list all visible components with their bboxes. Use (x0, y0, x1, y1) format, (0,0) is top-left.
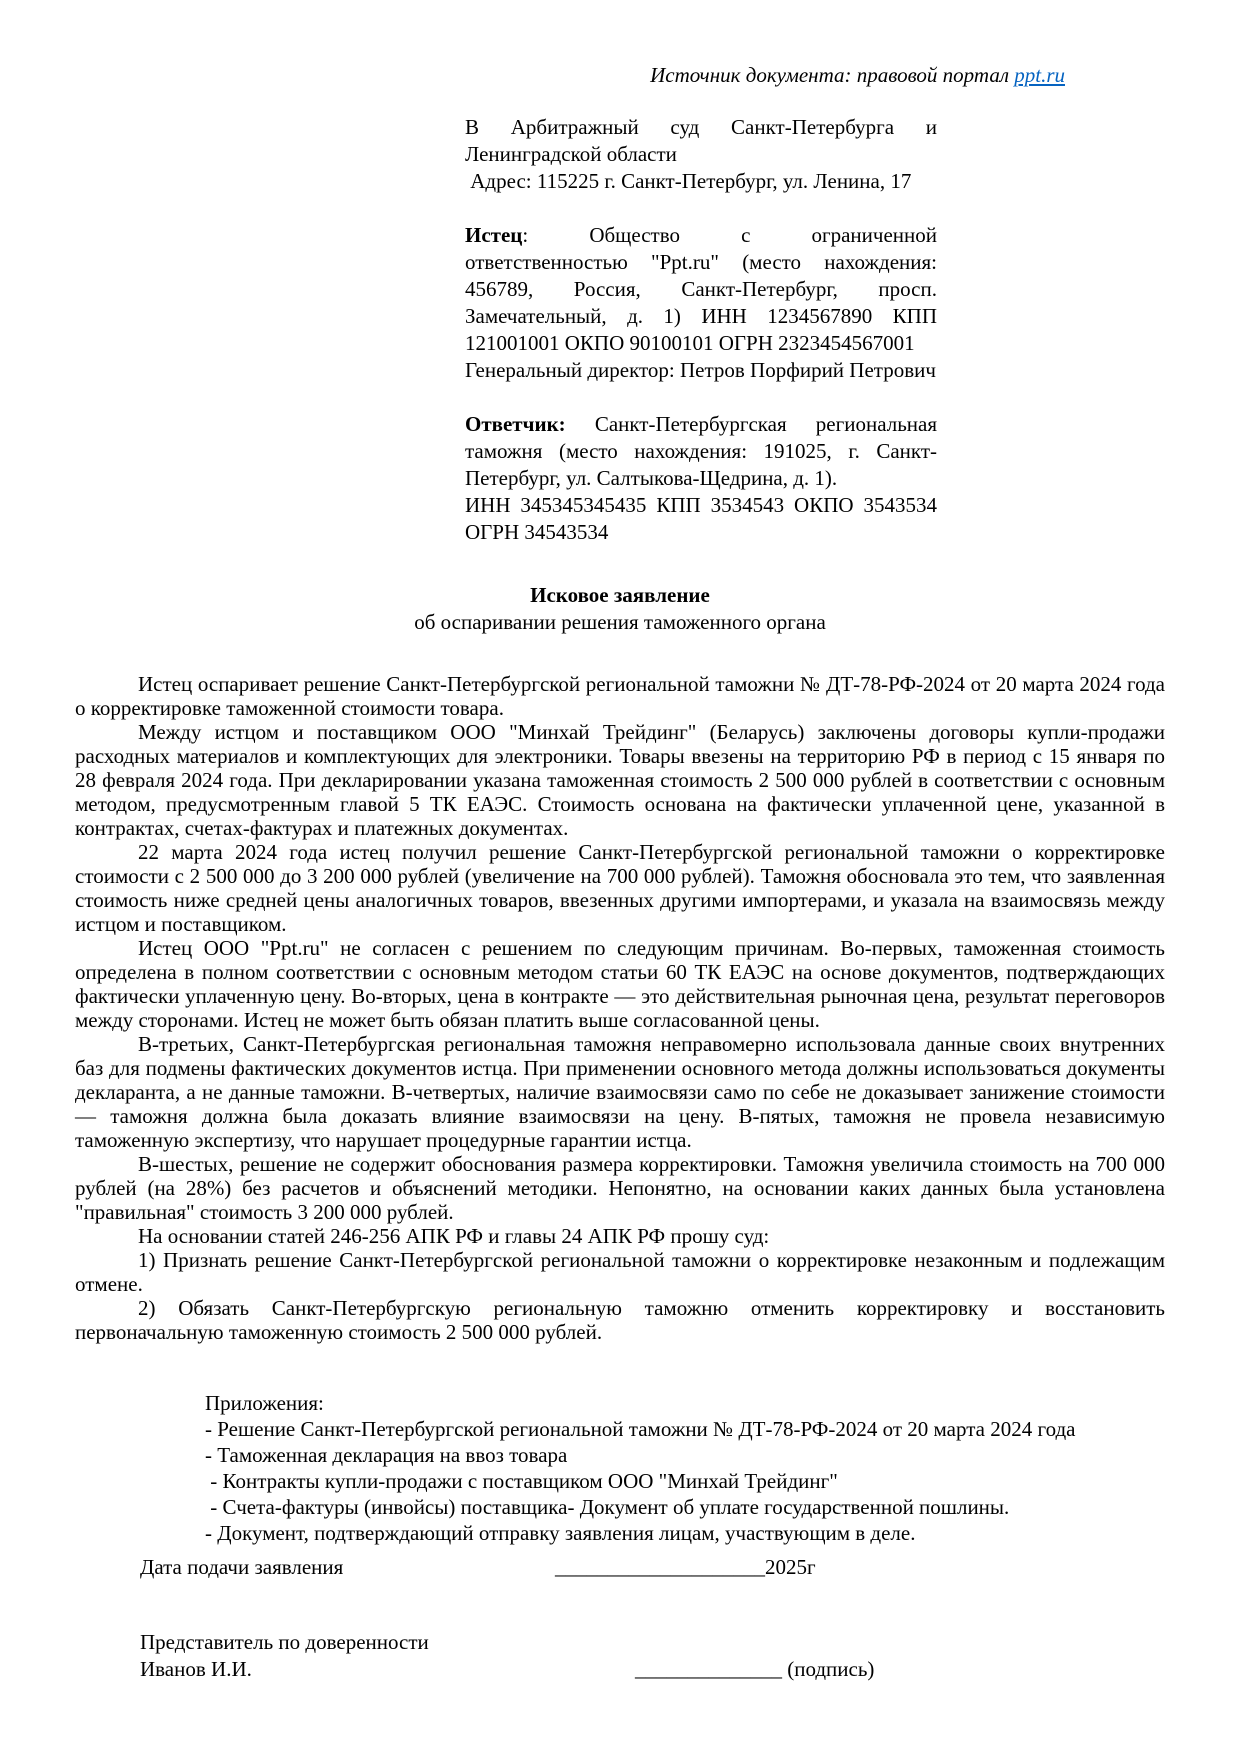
document-subtitle: об оспаривании решения таможенного органа (414, 610, 826, 634)
attachment-item: - Документ, подтверждающий отправку заявления лицам, участвующим в деле. (205, 1521, 916, 1545)
attachment-item: - Таможенная декларация на ввоз товара (205, 1443, 568, 1467)
defendant-label: Ответчик: (465, 412, 566, 436)
body-paragraph: На основании статей 246-256 АПК РФ и главы 24 АПК РФ прошу суд: (138, 1224, 770, 1248)
body-paragraph: 22 марта 2024 года истец получил решение Санкт-Петербургской региональной таможни о корректировке стоимости с 2 500 000 до 3 200 000 рублей (увеличение на 700 000 рублей). Таможня обосновала это тем, что заявленная стоимость ниже средней цены аналогичных товаров, ввезенных другими импортерами, и указала на взаимосвязь между истцом и поставщиком. (75, 840, 1165, 936)
attachment-item: - Решение Санкт-Петербургской региональной таможни № ДТ-78-РФ-2024 от 20 марта 2024 года (205, 1417, 1076, 1441)
title-block (75, 582, 1165, 636)
filing-date-blank-line: ____________________ (555, 1555, 765, 1579)
court-name: В Арбитражный суд Санкт-Петербурга и Ленинградской области (465, 115, 937, 166)
signer-name: Иванов И.И. (140, 1657, 252, 1681)
signature-caption: (подпись) (782, 1657, 875, 1681)
document-title: Исковое заявление (530, 583, 710, 607)
court-address: Адрес: 115225 г. Санкт-Петербург, ул. Ленина, 17 (465, 169, 912, 193)
source-note (75, 62, 1165, 89)
claim-item-1: 1) Признать решение Санкт-Петербургской региональной таможни о корректировке незаконным и подлежащим отмене. (75, 1248, 1165, 1296)
blank-line (465, 384, 937, 411)
filing-date-label: Дата подачи заявления (140, 1555, 344, 1579)
filing-date-year: 2025г (765, 1555, 816, 1579)
claim-item-2: 2) Обязать Санкт-Петербургскую региональную таможню отменить корректировку и восстановить первоначальную таможенную стоимость 2 500 000 рублей. (75, 1296, 1165, 1344)
signature-row (140, 1656, 1165, 1683)
body-paragraph: В-третьих, Санкт-Петербургская региональная таможня неправомерно использовала данные своих внутренних баз для подмены фактических документов истца. При применении основного метода должны использоваться документы декларанта, а не данные таможни. В-четвертых, наличие взаимосвязи само по себе не доказывает занижение стоимости — таможня должна была доказать влияние взаимосвязи на цену. В-пятых, таможня не провела независимую таможенную экспертизу, что нарушает процедурные гарантии истца. (75, 1032, 1165, 1152)
attachments-section (205, 1390, 1165, 1546)
defendant-details: Санкт-Петербургская региональная таможня (место нахождения: 191025, г. Санкт-Петербург, ул. Салтыкова-Щедрина, д. 1). (465, 412, 943, 490)
body-paragraph: Истец ООО "Ppt.ru" не согласен с решением по следующим причинам. Во-первых, таможенная стоимость определена в полном соответствии с основным методом статьи 60 ТК ЕАЭС на основе документов, подтверждающих фактически уплаченную цену. Во-вторых, цена в контракте — это действительная рыночная цена, результат переговоров между сторонами. Истец не может быть обязан платить выше согласованной цены. (75, 936, 1165, 1032)
source-note-text: Источник документа: правовой портал (650, 63, 1015, 87)
header-requisites-block (465, 114, 943, 546)
body-paragraph: Истец оспаривает решение Санкт-Петербургской региональной таможни № ДТ-78-РФ-2024 от 20 марта 2024 года о корректировке таможенной стоимости товара. (75, 672, 1165, 720)
plaintiff-paragraph (465, 222, 943, 357)
body-paragraph: Между истцом и поставщиком ООО "Минхай Трейдинг" (Беларусь) заключены договоры купли-продажи расходных материалов и комплектующих для электроники. Товары ввезены на территорию РФ в период с 15 января по 28 февраля 2024 года. При декларировании указана таможенная стоимость 2 500 000 рублей в соответствии с основным методом, предусмотренным главой 5 ТК ЕАЭС. Стоимость основана на фактически уплаченной цене, указанной в контрактах, счетах-фактурах и платежных документах. (75, 720, 1165, 840)
signature-block (140, 1629, 1165, 1683)
document-body (75, 672, 1165, 1344)
source-portal-link[interactable]: ppt.ru (1014, 63, 1065, 87)
signature-blank-line: ______________ (635, 1657, 782, 1681)
body-paragraph: В-шестых, решение не содержит обоснования размера корректировки. Таможня увеличила стоимость на 700 000 рублей (на 28%) без расчетов и объяснений методики. Непонятно, на основании каких данных была установлена "правильная" стоимость 3 200 000 рублей. (75, 1152, 1165, 1224)
blank-line (465, 195, 937, 222)
plaintiff-director: Генеральный директор: Петров Порфирий Петрович (465, 358, 936, 382)
plaintiff-label: Истец (465, 223, 523, 247)
filing-date-row (140, 1554, 1165, 1581)
defendant-paragraph (465, 411, 943, 492)
attachment-item: - Контракты купли-продажи с поставщиком ООО "Минхай Трейдинг" (205, 1469, 838, 1493)
attachments-heading: Приложения: (205, 1391, 324, 1415)
plaintiff-details: : Общество с ограниченной ответственностью "Ppt.ru" (место нахождения: 456789, Россия, Санкт-Петербург, просп. Замечательный, д. 1) ИНН 1234567890 КПП 121001001 ОКПО 90100101 ОГРН 2323454567001 (465, 223, 943, 355)
signer-role: Представитель по доверенности (140, 1630, 429, 1654)
attachment-item: - Счета-фактуры (инвойсы) поставщика- Документ об уплате государственной пошлины. (205, 1495, 1010, 1519)
defendant-requisites: ИНН 345345345435 КПП 3534543 ОКПО 3543534 ОГРН 34543534 (465, 493, 937, 544)
